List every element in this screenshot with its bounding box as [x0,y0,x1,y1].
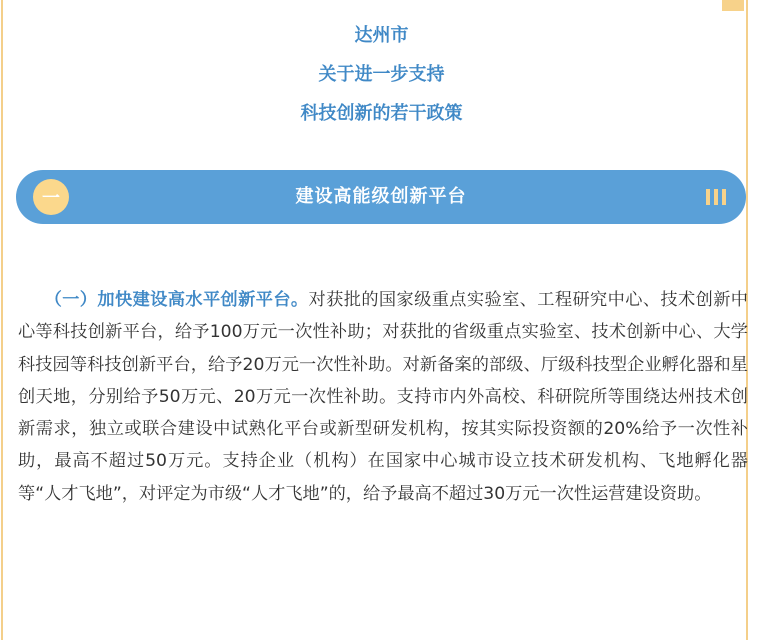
paragraph-lead: （一）加快建设高水平创新平台。 [53,290,309,310]
title-line-2: 关于进一步支持 [318,64,445,85]
paragraph-indent [18,290,53,310]
corner-decoration [722,0,744,11]
section-title: 建设高能级创新平台 [295,186,467,207]
title-city: 达州市 [354,25,409,46]
policy-paragraph [18,284,748,510]
triple-bar-icon [706,189,726,205]
section-banner [16,170,746,224]
title-line-3: 科技创新的若干政策 [300,103,463,124]
section-number: 一 [42,188,60,209]
paragraph-body: 对获批的国家级重点实验室、工程研究中心、技术创新中心等科技创新平台，给予100万元一次性补助；对获批的省级重点实验室、技术创新中心、大学科技园等科技创新平台，给予20万元一次性补助。对新备案的部级、厅级科技型企业孵化器和星创天地，分别给予50万元、20万元一次性补助。支持市内外高校、科研院所等围绕达州技术创新需求，独立或联合建设中试熟化平台或新型研发机构，按其实际投资额的20%给予一次性补助，最高不超过50万元。支持企业（机构）在国家中心城市设立技术研发机构、飞地孵化器等“人才飞地”，对评定为市级“人才飞地”的，给予最高不超过30万元一次性运营建设资助。 [18,290,748,504]
